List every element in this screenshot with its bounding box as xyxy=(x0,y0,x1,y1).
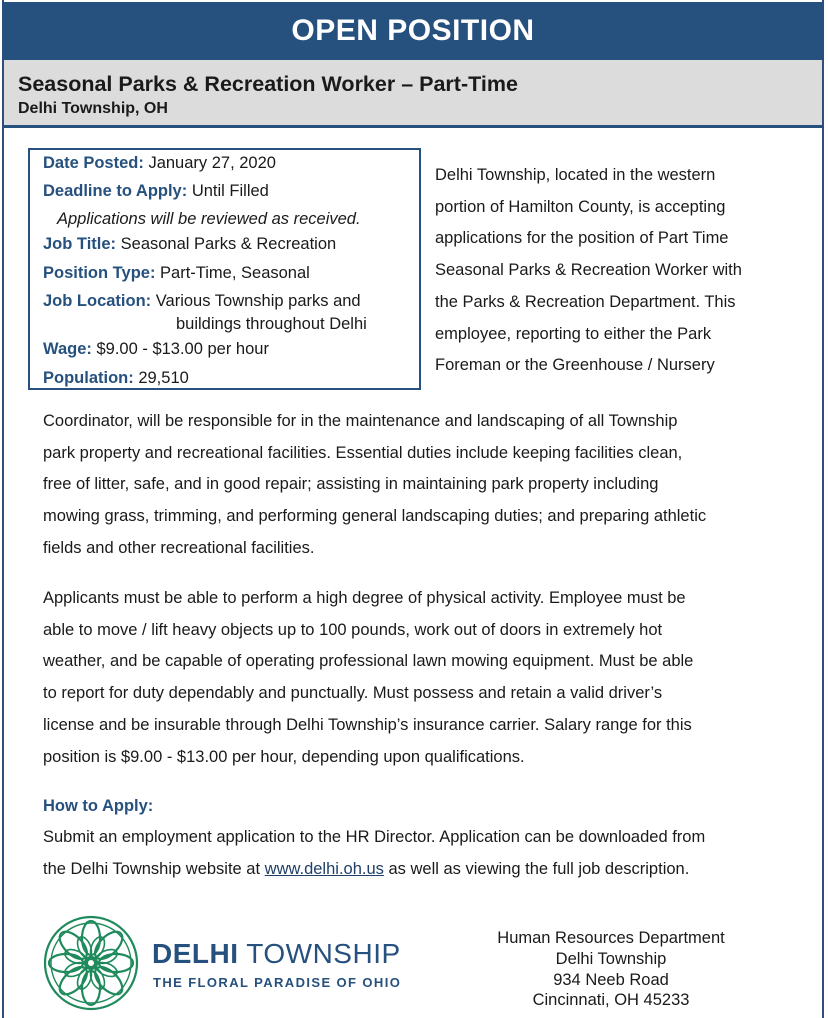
population-row xyxy=(43,369,189,388)
position-type-row xyxy=(43,264,310,283)
job-location-value-2: buildings throughout Delhi xyxy=(176,315,367,333)
requirements-line: position is $9.00 - $13.00 per hour, depending upon qualifications. xyxy=(43,747,525,766)
brand-name xyxy=(152,938,401,970)
requirements-line: able to move / lift heavy objects up to 100 pounds, work out of doors in extremely hot xyxy=(43,620,663,639)
job-location-label: Job Location: xyxy=(43,292,152,310)
date-posted-value: January 27, 2020 xyxy=(148,154,276,172)
brand-name-bold: DELHI xyxy=(152,938,239,969)
intro-line: applications for the position of Part Time xyxy=(435,229,729,248)
requirements-line: license and be insurable through Delhi Township’s insurance carrier. Salary range for this xyxy=(43,715,692,734)
intro-line: portion of Hamilton County, is accepting xyxy=(435,197,726,216)
job-location-value-1: Various Township parks and xyxy=(155,292,361,310)
intro-line: Delhi Township, located in the western xyxy=(435,166,716,184)
job-title-label: Job Title: xyxy=(43,235,117,253)
address-line: Human Resources Department xyxy=(497,929,725,947)
intro-paragraph xyxy=(435,160,805,382)
brand-tagline: THE FLORAL PARADISE OF OHIO xyxy=(153,975,402,990)
position-type-label: Position Type: xyxy=(43,264,156,282)
apply-line-2 xyxy=(43,854,803,886)
address-line: 934 Neeb Road xyxy=(553,970,669,989)
apply-line-1: Submit an employment application to the HR Director. Application can be downloaded from xyxy=(43,828,706,846)
requirements-line: weather, and be capable of operating professional lawn mowing equipment. Must be able xyxy=(43,652,694,671)
population-label: Population: xyxy=(43,369,134,387)
job-location-row xyxy=(43,292,361,311)
duties-paragraph xyxy=(43,406,803,565)
intro-line: Foreman or the Greenhouse / Nursery xyxy=(435,356,715,375)
job-location-heading: Delhi Township, OH xyxy=(18,100,168,117)
wage-row xyxy=(43,340,269,359)
review-note: Applications will be reviewed as received. xyxy=(57,210,361,228)
intro-line: employee, reporting to either the Park xyxy=(435,324,712,343)
apply-line-2-pre: the Delhi Township website at xyxy=(43,859,265,878)
duties-line: park property and recreational facilities. Essential duties include keeping facilities clean, xyxy=(43,443,683,462)
deadline-row xyxy=(43,182,269,201)
requirements-line: Applicants must be able to perform a high degree of physical activity. Employee must be xyxy=(43,589,686,607)
wage-label: Wage: xyxy=(43,340,92,358)
deadline-value: Until Filled xyxy=(191,182,269,200)
brand-name-light: TOWNSHIP xyxy=(238,938,401,969)
duties-line: mowing grass, trimming, and performing general landscaping duties; and preparing athletic xyxy=(43,507,707,526)
population-value: 29,510 xyxy=(138,369,189,387)
position-type-value: Part-Time, Seasonal xyxy=(160,264,310,282)
duties-line: Coordinator, will be responsible for in the maintenance and landscaping of all Township xyxy=(43,412,678,430)
deadline-label: Deadline to Apply: xyxy=(43,182,188,200)
job-title-row xyxy=(43,235,336,254)
intro-line: Seasonal Parks & Recreation Worker with xyxy=(435,261,742,280)
requirements-paragraph xyxy=(43,583,803,773)
intro-line: the Parks & Recreation Department. This xyxy=(435,292,736,311)
township-logo-icon xyxy=(42,914,140,1012)
date-posted-label: Date Posted: xyxy=(43,154,144,172)
how-to-apply-heading: How to Apply: xyxy=(43,797,154,815)
requirements-line: to report for duty dependably and punctually. Must possess and retain a valid driver’s xyxy=(43,684,663,703)
apply-paragraph xyxy=(43,822,803,885)
address-line: Delhi Township xyxy=(555,949,667,968)
details-box xyxy=(28,148,421,390)
banner-title: OPEN POSITION xyxy=(2,2,824,60)
duties-line: fields and other recreational facilities. xyxy=(43,538,315,557)
address-line: Cincinnati, OH 45233 xyxy=(532,991,690,1010)
job-title-heading: Seasonal Parks & Recreation Worker – Part-Time xyxy=(18,72,518,96)
contact-address xyxy=(470,928,752,1011)
duties-line: free of litter, safe, and in good repair; assisting in maintaining park property including xyxy=(43,475,659,494)
date-posted-row xyxy=(43,154,276,173)
apply-line-2-post: as well as viewing the full job description. xyxy=(383,859,690,878)
job-title-value: Seasonal Parks & Recreation xyxy=(120,235,337,253)
job-header xyxy=(4,60,822,128)
website-link[interactable]: www.delhi.oh.us xyxy=(264,859,384,878)
wage-value: $9.00 - $13.00 per hour xyxy=(96,340,269,358)
